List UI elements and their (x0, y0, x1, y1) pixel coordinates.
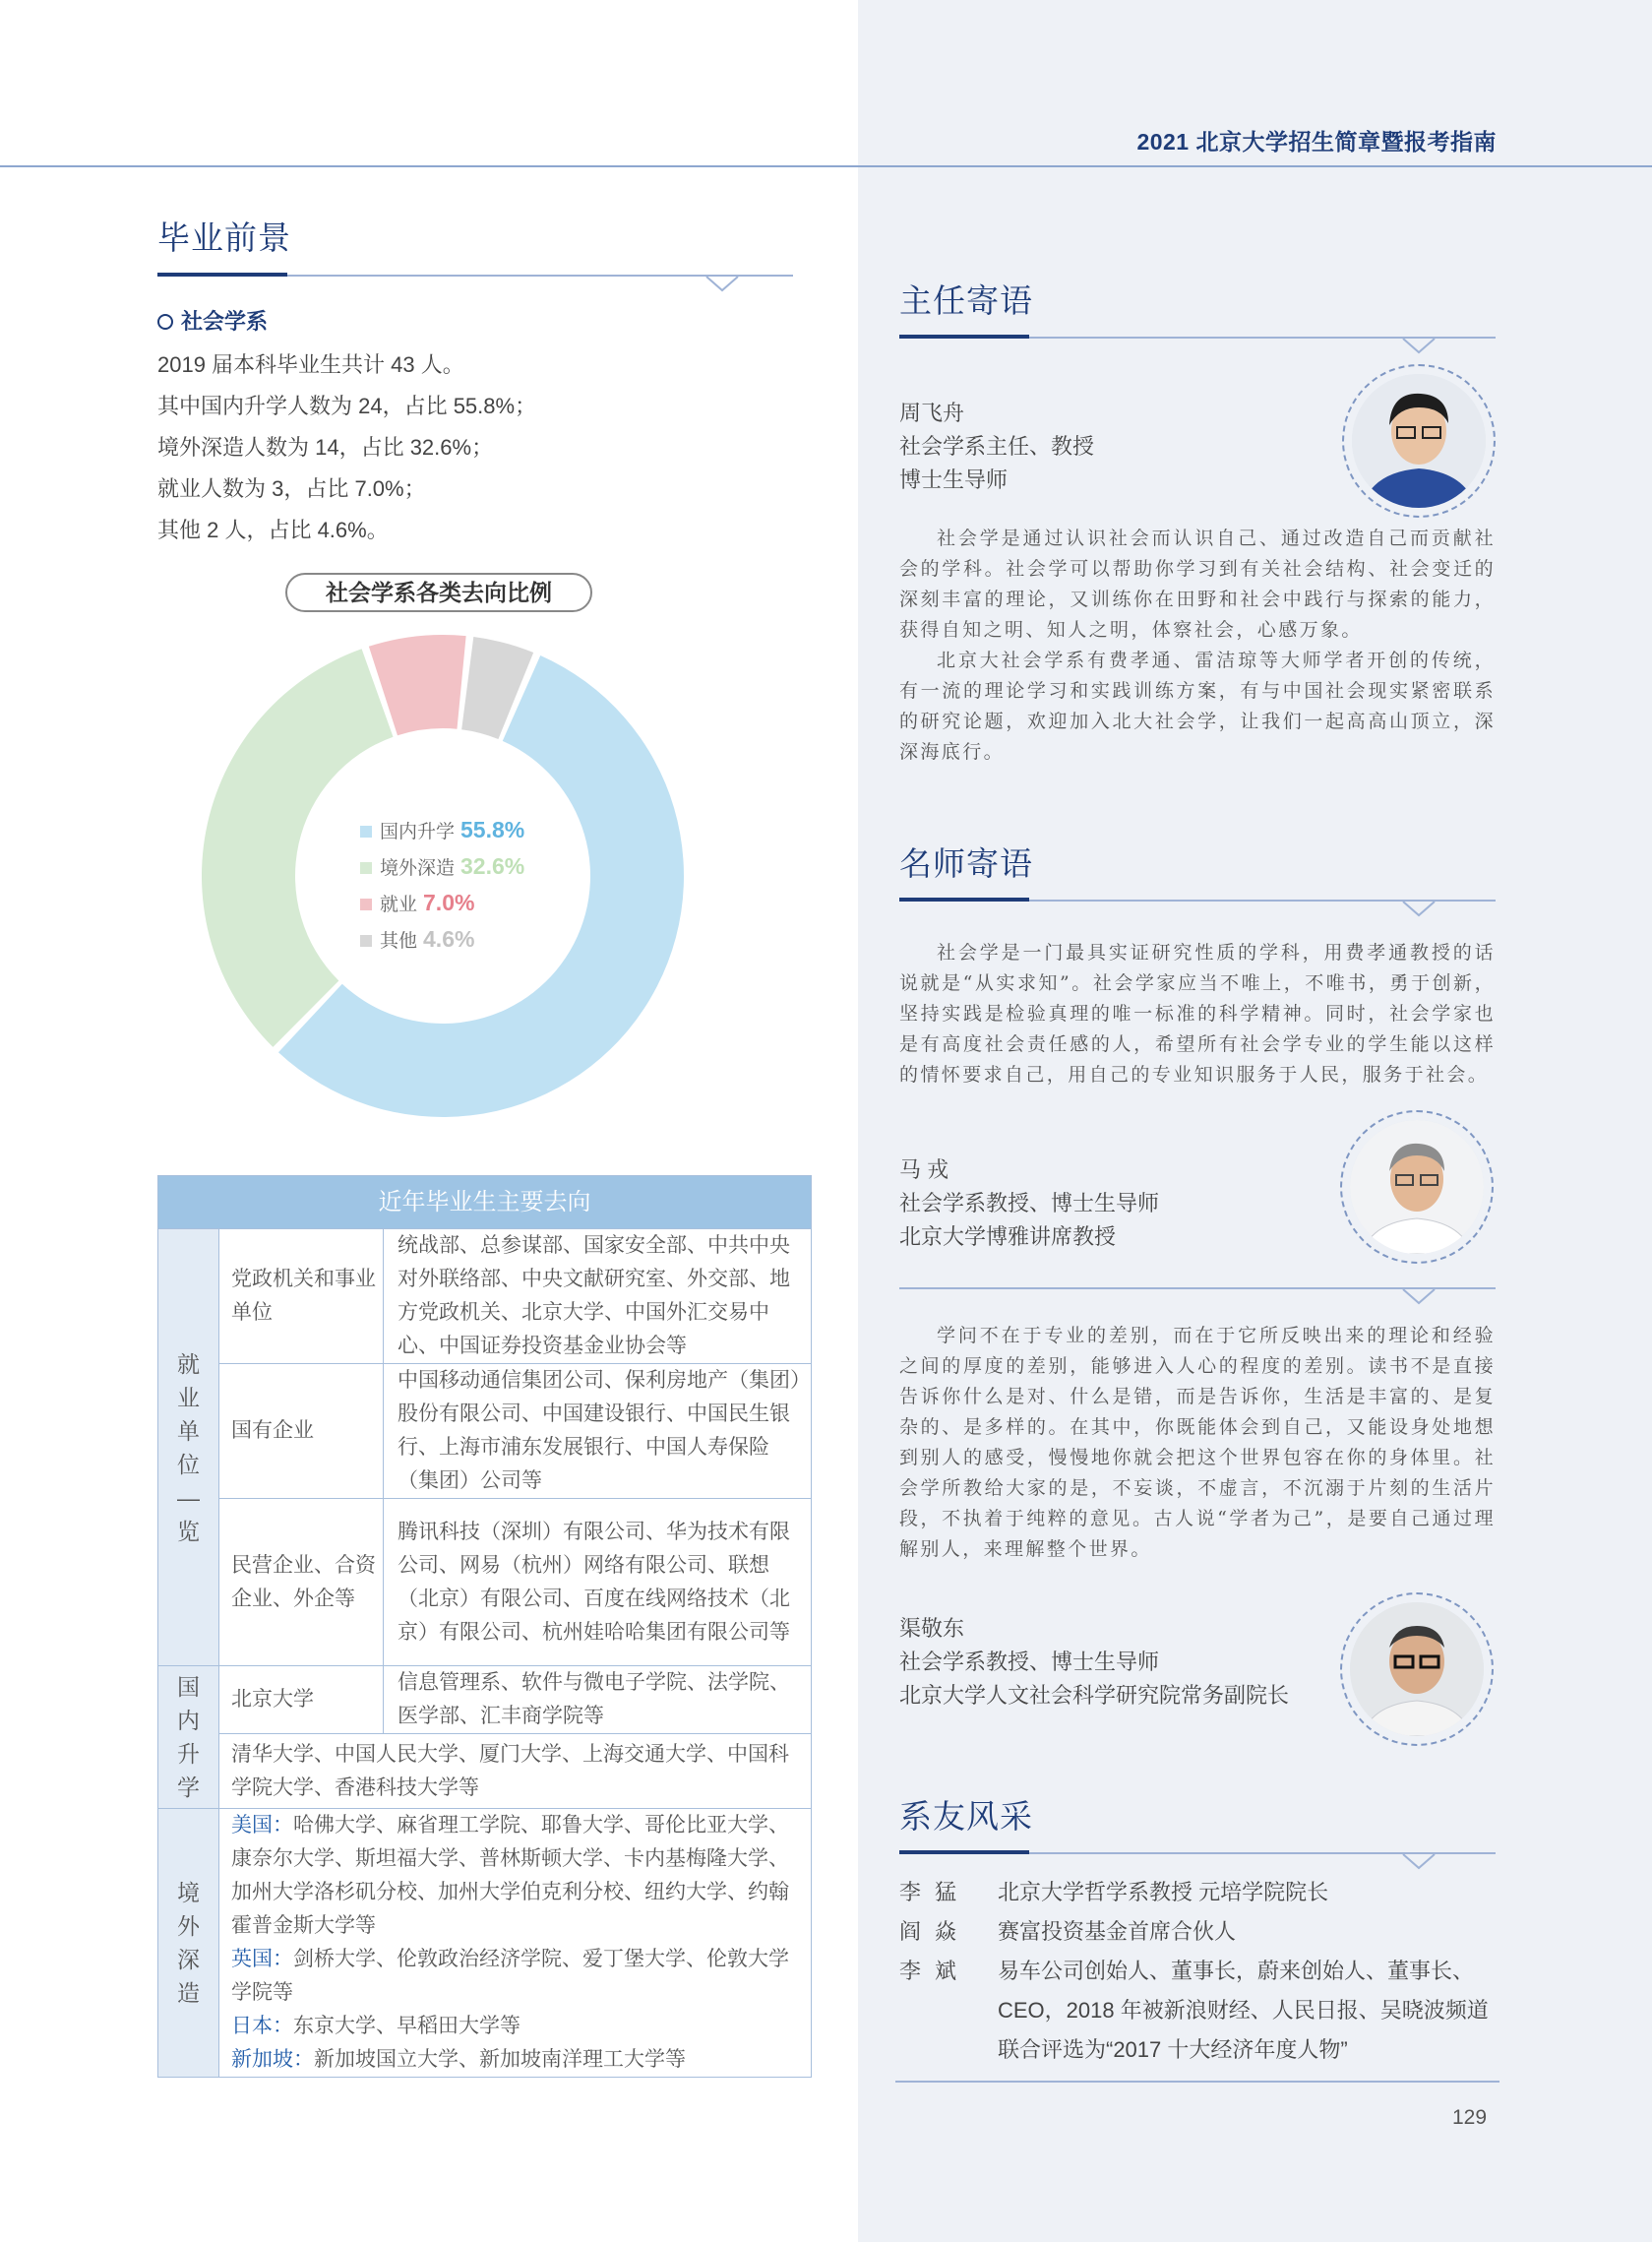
portrait-teacher1 (1340, 1110, 1494, 1264)
person-avatar-icon (1352, 374, 1486, 508)
table-sub-label: 北京大学 (219, 1666, 384, 1734)
vertical-char: 升 (177, 1741, 200, 1767)
abroad-item: 新加坡：新加坡国立大学、新加坡南洋理工大学等 (231, 2048, 686, 2071)
chevron-down-icon (1401, 1288, 1437, 1306)
abroad-item: 日本：东京大学、早稻田大学等 (231, 2015, 520, 2037)
legend-label: 其他 (380, 931, 418, 952)
legend-percent: 7.0% (423, 890, 475, 915)
table-sub-label: 党政机关和事业单位 (219, 1229, 384, 1364)
alumni-desc: 北京大学哲学系教授 元培学院院长 (998, 1880, 1329, 1904)
stat-line: 就业人数为 3，占比 7.0%； (157, 476, 426, 501)
section-underline-thick (899, 1850, 1029, 1854)
section-underline-thick (899, 898, 1029, 902)
alumni-name: 阎焱 (899, 1919, 971, 1944)
person-role: 北京大学博雅讲席教授 (899, 1224, 1117, 1249)
chart-title: 社会学系各类去向比例 (285, 573, 592, 612)
vertical-char: 学 (177, 1775, 200, 1800)
table-title: 近年毕业生主要去向 (158, 1176, 812, 1229)
table-detail: 信息管理系、软件与微电子学院、法学院、医学部、汇丰商学院等 (384, 1666, 812, 1734)
portrait-teacher2 (1340, 1592, 1494, 1746)
teacher1-message: 社会学是一门最具实证研究性质的学科，用费孝通教授的话说就是“从实求知”。社会学家应当不唯上，不唯书，勇于创新，坚持实践是检验真理的唯一标准的科学精神。同时，社会学家也是有高度社会责任感的人，希望所有社会学专业的学生能以这样的情怀要求自己，用自己的专业知识服务于人民，服务于社会。 (899, 942, 1496, 1086)
vertical-char: 境 (177, 1880, 200, 1905)
chevron-down-icon (704, 276, 740, 293)
director-info (899, 397, 1094, 497)
table-detail: 腾讯科技（深圳）有限公司、华为技术有限公司、网易（杭州）网络有限公司、联想（北京）有限公司、百度在线网络技术（北京）有限公司、杭州娃哈哈集团有限公司等 (384, 1499, 812, 1666)
table-sub-label: 国有企业 (219, 1364, 384, 1499)
teacher1-info (899, 1153, 1159, 1254)
employment-category (158, 1229, 219, 1666)
vertical-char: 就 (177, 1350, 200, 1377)
alumni-desc: 赛富投资基金首席合伙人 (998, 1919, 1237, 1944)
legend-item (360, 849, 524, 886)
section-title-teachers: 名师寄语 (899, 845, 1033, 882)
director-message: 社会学是通过认识社会而认识自己、通过改造自己而贡献社会的学科。社会学可以帮助你学习到有关社会结构、社会变迁的深刻丰富的理论，又训练你在田野和社会中践行与探索的能力，获得自知之明、知人之明，体察社会，心感万象。 北京大社会学系有费孝通、雷洁琼等大师学者开创的传统，有一流的理论学习和实践训练方案，有与中国社会现实紧密联系的研究论题，欢迎加入北大社会学，让我们一起高高山顶立，深深海底行。 (899, 528, 1496, 763)
person-role: 社会学系教授、博士生导师 (899, 1191, 1160, 1215)
vertical-char: 造 (177, 1980, 200, 2006)
stat-line: 其他 2 人，占比 4.6%。 (157, 518, 389, 542)
chart-legend (360, 813, 524, 959)
alumni-name: 李猛 (899, 1880, 971, 1904)
table-detail: 清华大学、中国人民大学、厦门大学、上海交通大学、中国科学院大学、香港科技大学等 (219, 1734, 812, 1809)
vertical-char: 单 (177, 1417, 200, 1444)
legend-label: 就业 (380, 895, 418, 915)
section-underline-thick (899, 335, 1029, 339)
person-name: 渠敬东 (899, 1616, 965, 1641)
alumni-name: 李斌 (899, 1959, 971, 1983)
vertical-char: 国 (177, 1674, 200, 1700)
footer-divider (895, 2081, 1499, 2083)
alumni-row (899, 1952, 1509, 2070)
vertical-char: — (177, 1484, 200, 1511)
abroad-item: 美国：哈佛大学、麻省理工学院、耶鲁大学、哥伦比亚大学、康奈尔大学、斯坦福大学、普林斯顿大学、卡内基梅隆大学、加州大学洛杉矶分校、加州大学伯克利分校、纽约大学、约翰霍普金斯大学等 (231, 1814, 789, 1937)
chevron-down-icon (1401, 901, 1437, 918)
teacher2-info (899, 1612, 1289, 1713)
legend-percent: 55.8% (460, 817, 525, 842)
section-underline-thick (157, 273, 287, 277)
person-role: 社会学系教授、博士生导师 (899, 1650, 1160, 1674)
legend-label: 境外深造 (380, 858, 456, 879)
chevron-down-icon (1401, 338, 1437, 355)
vertical-char: 内 (177, 1708, 200, 1733)
subhead-department (157, 305, 268, 336)
section-title-director: 主任寄语 (899, 282, 1033, 319)
person-name: 周飞舟 (899, 401, 965, 425)
chevron-down-icon (1401, 1853, 1437, 1871)
alumni-row (899, 1912, 1509, 1952)
table-sub-label: 民营企业、合资企业、外企等 (219, 1499, 384, 1666)
table-detail: 中国移动通信集团公司、保利房地产（集团）股份有限公司、中国建设银行、中国民生银行、上海市浦东发展银行、中国人寿保险（集团）公司等 (384, 1364, 812, 1499)
alumni-desc: 易车公司创始人、董事长，蔚来创始人、董事长、CEO，2018 年被新浪财经、人民日报、吴晓波频道联合评选为“2017 十大经济年度人物” (998, 1959, 1489, 2062)
stat-line: 其中国内升学人数为 24，占比 55.8%； (157, 394, 537, 418)
legend-item (360, 813, 524, 849)
section-title-alumni: 系友风采 (899, 1798, 1033, 1835)
subhead-label: 社会学系 (181, 309, 269, 334)
page-number: 129 (1452, 2106, 1488, 2129)
portrait-director (1342, 364, 1496, 518)
legend-swatch (360, 826, 372, 838)
stat-line: 2019 届本科毕业生共计 43 人。 (157, 352, 464, 377)
person-role: 社会学系主任、教授 (899, 434, 1095, 459)
legend-percent: 32.6% (460, 853, 525, 879)
vertical-char: 业 (177, 1384, 200, 1410)
domestic-category (158, 1666, 219, 1809)
teacher2-message: 学问不在于专业的差别，而在于它所反映出来的理论和经验之间的厚度的差别，能够进入人心的程度的差别。读书不是直接告诉你什么是对、什么是错，而是告诉你，生活是丰富的、是复杂的、是多样的。在其中，你既能体会到自己，又能设身处地想到别人的感受，慢慢地你就会把这个世界包容在你的身体里。社会学所教给大家的是，不妄谈，不虚言，不沉溺于片刻的生活片段，不执着于纯粹的意见。古人说“学者为己”，是要自己通过理解别人，来理解整个世界。 (899, 1325, 1496, 1560)
person-avatar-icon (1350, 1602, 1484, 1736)
legend-swatch (360, 862, 372, 874)
graduate-stats (157, 344, 536, 551)
legend-item (360, 886, 524, 922)
abroad-detail (219, 1809, 812, 2078)
person-role: 博士生导师 (899, 467, 1009, 492)
circle-bullet-icon (157, 314, 173, 330)
header-divider (0, 165, 1652, 167)
alumni-list (899, 1873, 1509, 2070)
table-detail: 统战部、总参谋部、国家安全部、中共中央对外联络部、中央文献研究室、外交部、地方党政机关、北京大学、中国外汇交易中心、中国证券投资基金业协会等 (384, 1229, 812, 1364)
stat-line: 境外深造人数为 14，占比 32.6%； (157, 435, 494, 460)
legend-label: 国内升学 (380, 822, 456, 842)
legend-percent: 4.6% (423, 926, 475, 952)
legend-swatch (360, 899, 372, 910)
legend-item (360, 922, 524, 959)
person-name: 马 戎 (899, 1157, 949, 1182)
legend-swatch (360, 935, 372, 947)
vertical-char: 外 (177, 1913, 200, 1939)
section-title-prospects: 毕业前景 (157, 219, 291, 256)
abroad-category (158, 1809, 219, 2078)
person-avatar-icon (1350, 1120, 1484, 1254)
vertical-char: 览 (177, 1518, 200, 1544)
person-role: 北京大学人文社会科学研究院常务副院长 (899, 1683, 1290, 1708)
vertical-char: 深 (177, 1947, 200, 1972)
destination-table (157, 1175, 812, 2078)
abroad-item: 英国：剑桥大学、伦敦政治经济学院、爱丁堡大学、伦敦大学学院等 (231, 1948, 789, 2004)
header-title: 2021 北京大学招生简章暨报考指南 (1136, 129, 1497, 155)
alumni-row (899, 1873, 1509, 1912)
vertical-char: 位 (177, 1451, 200, 1477)
